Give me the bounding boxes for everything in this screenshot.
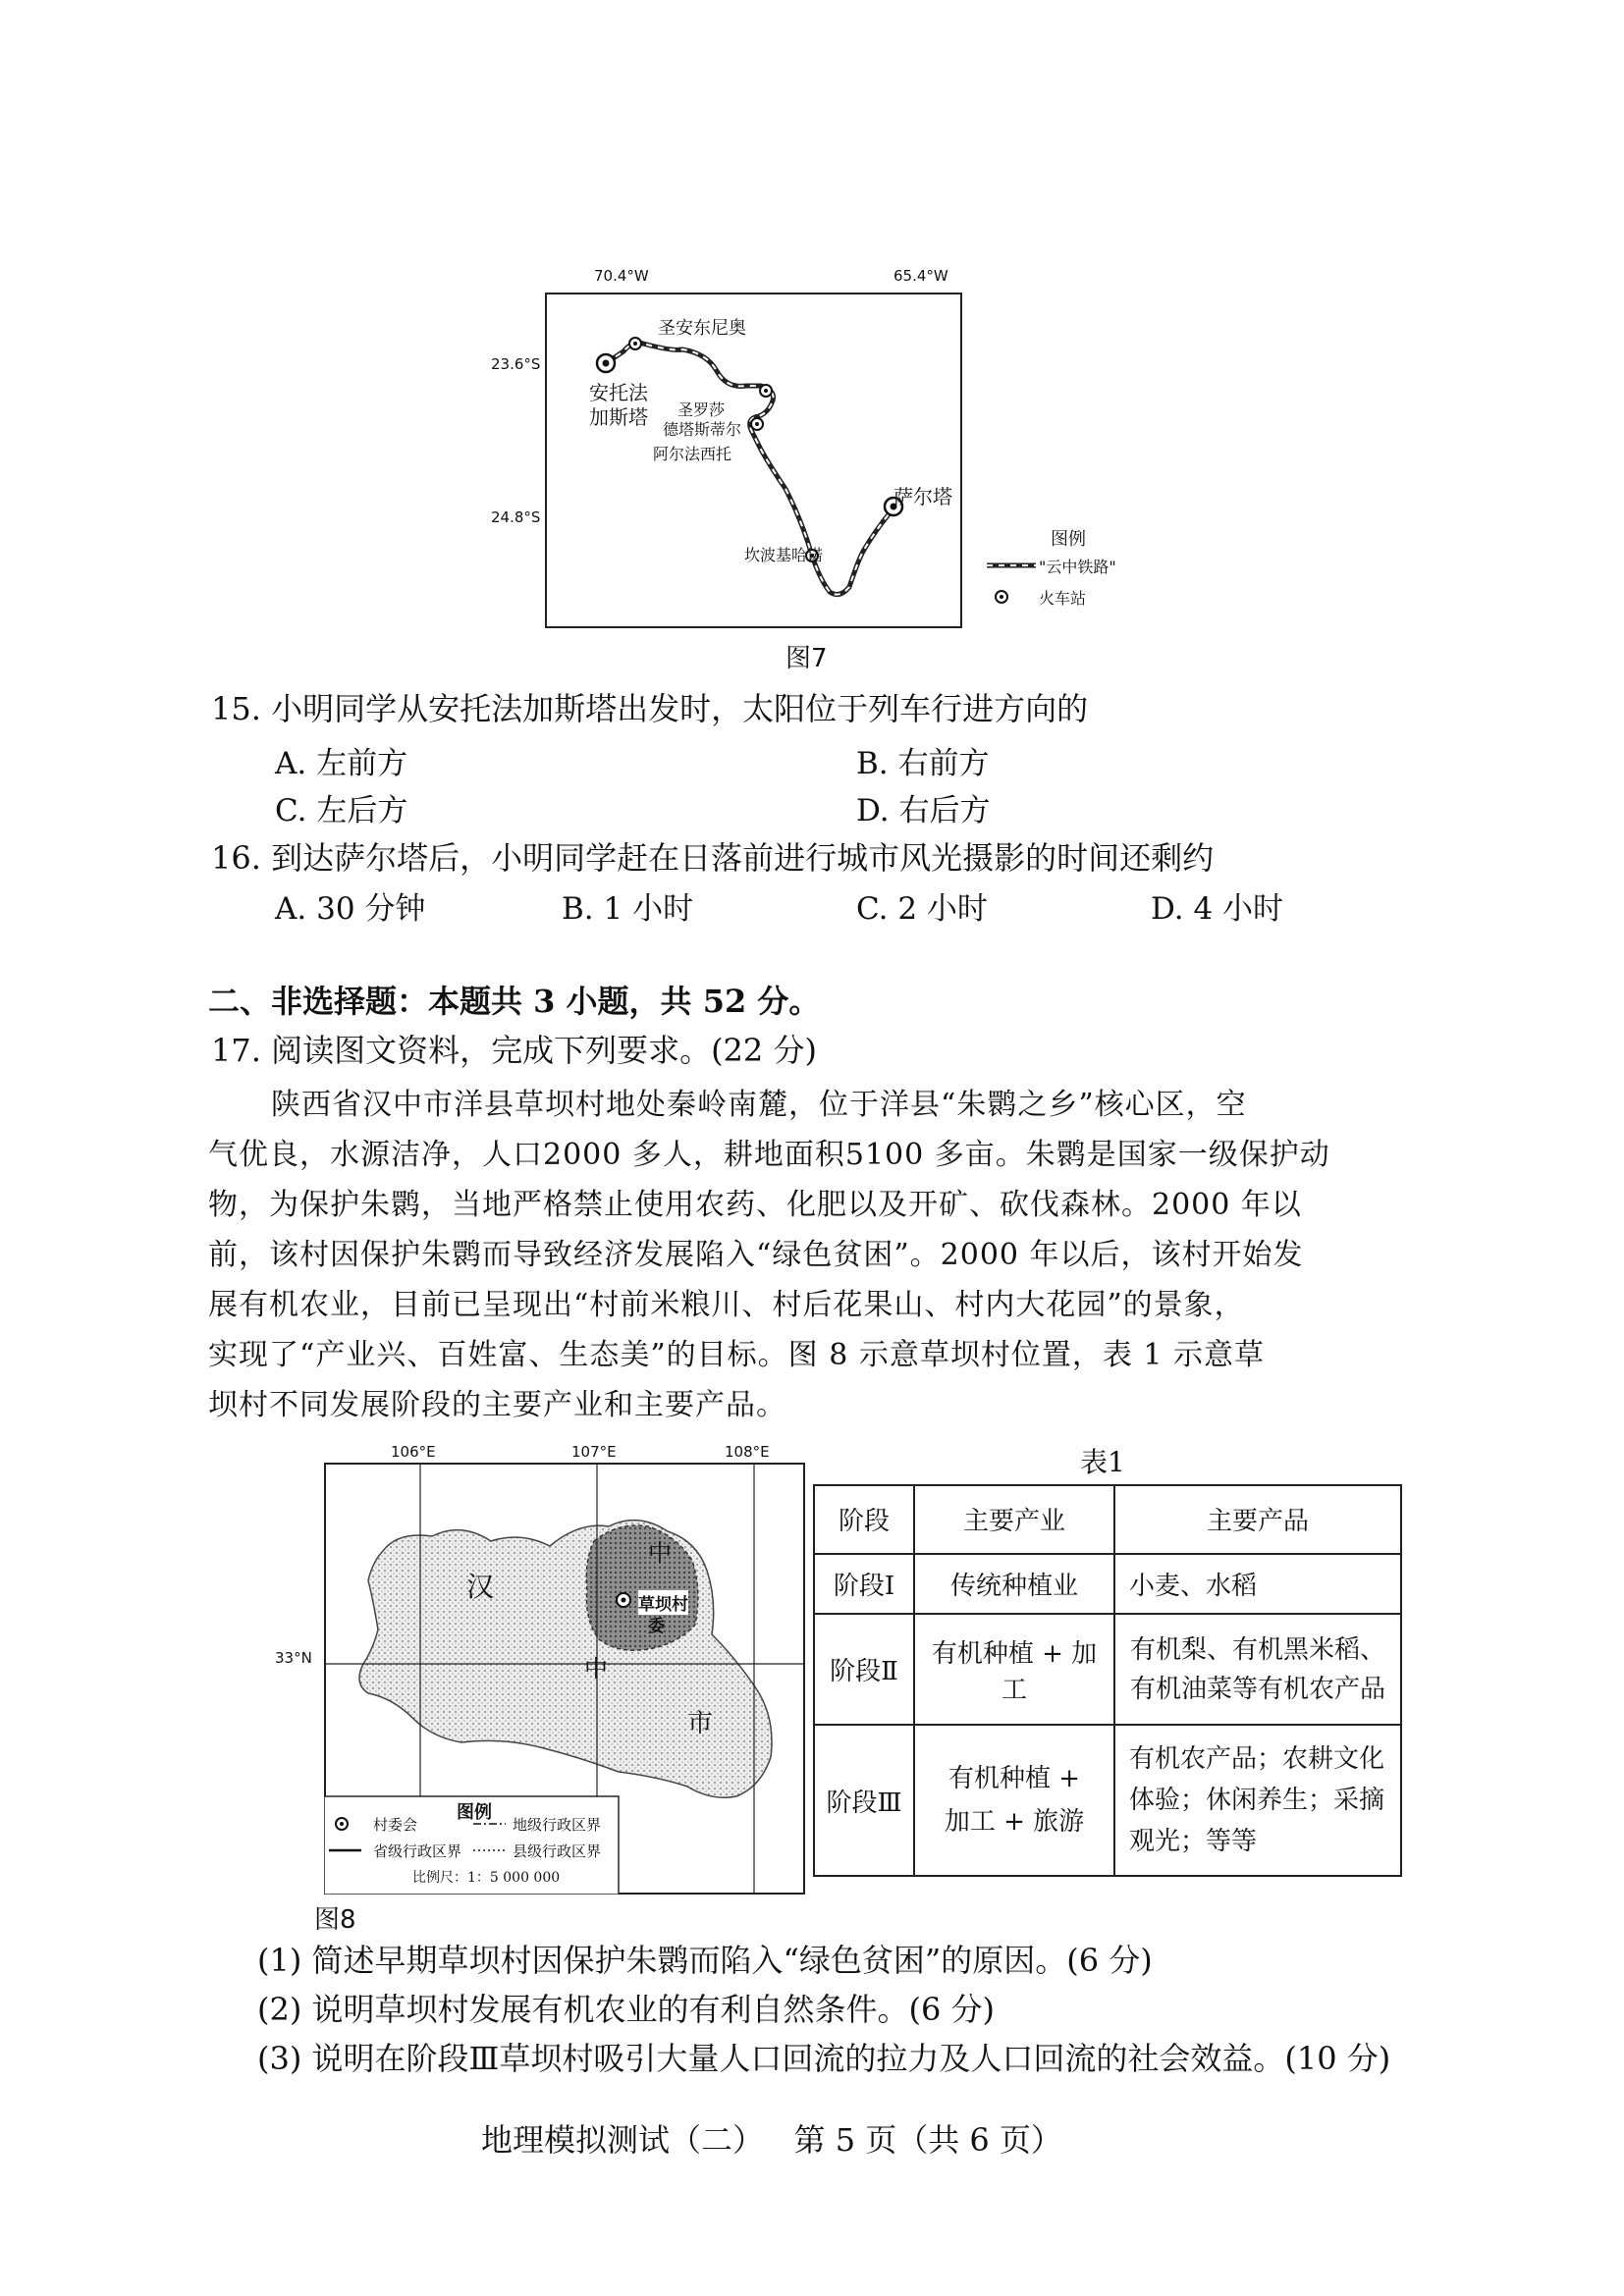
fig8-legend-city: 地级行政区界	[513, 1816, 602, 1834]
table-row	[814, 1554, 1401, 1615]
table-cell-industry: 传统种植业	[914, 1554, 1114, 1615]
table-cell-products	[1114, 1614, 1401, 1725]
table1-title: 表1	[1080, 1446, 1125, 1478]
fig7-caption: 图7	[785, 644, 828, 673]
fig8-legend-village: 村委会	[373, 1816, 418, 1834]
fig7-lon-left: 70.4°W	[594, 267, 649, 285]
fig7-lon-right: 65.4°W	[893, 267, 948, 285]
q15-stem: 15. 小明同学从安托法加斯塔出发时，太阳位于列车行进方向的	[211, 690, 1089, 727]
q16-option-d: D. 4 小时	[1151, 891, 1284, 927]
table-header-stage: 阶段	[814, 1485, 914, 1554]
table-header-products: 主要产品	[1114, 1485, 1401, 1554]
q17-sub-1: (1) 简述早期草坝村因保护朱鹮而陷入“绿色贫困”的原因。(6 分)	[257, 1942, 1153, 1979]
page-footer: 地理模拟测试（二） 第 5 页（共 6 页）	[481, 2121, 1062, 2159]
station-label-santa-rosa-2: 德塔斯蒂尔	[663, 420, 742, 439]
table-cell-industry-line: 有机种植 +	[947, 1764, 1081, 1794]
q16-option-b: B. 1 小时	[562, 891, 694, 927]
fig8-lon-107: 107°E	[571, 1443, 617, 1461]
q17-sub-3: (3) 说明在阶段Ⅲ草坝村吸引大量人口回流的拉力及人口回流的社会效益。(10 分)	[257, 2040, 1391, 2077]
map-label-village-2: 委	[648, 1617, 665, 1636]
q15-option-b: B. 右前方	[856, 746, 990, 781]
station-santa-rosa-icon	[760, 385, 772, 397]
station-label-santa-rosa-1: 圣罗莎	[677, 400, 726, 419]
figure-8	[275, 1443, 805, 1895]
station-label-san-antonio: 圣安东尼奥	[658, 318, 746, 339]
q15-option-a: A. 左前方	[275, 746, 408, 781]
fig8-lat-33: 33°N	[275, 1649, 312, 1667]
q17-stem: 17. 阅读图文资料，完成下列要求。(22 分)	[211, 1032, 817, 1069]
fig7-lat-top: 23.6°S	[491, 355, 541, 373]
q17-para-line-7: 坝村不同发展阶段的主要产业和主要产品。	[208, 1388, 786, 1422]
table-cell-products	[1114, 1554, 1401, 1615]
q16-stem: 16. 到达萨尔塔后，小明同学赶在日落前进行城市风光摄影的时间还剩约	[211, 839, 1215, 877]
fig8-caption: 图8	[314, 1905, 356, 1935]
station-label-salta: 萨尔塔	[893, 485, 952, 508]
station-label-campo-quijano: 坎波基哈诺	[744, 546, 824, 564]
map-label-han: 汉	[466, 1571, 495, 1603]
legend-station-icon	[994, 589, 1009, 605]
fig8-lon-106: 106°E	[391, 1443, 436, 1461]
q17-paragraph	[208, 1080, 1416, 1430]
table-cell-products-line: 有机农产品；农耕文化	[1129, 1744, 1385, 1775]
q15-option-c: C. 左后方	[275, 793, 408, 828]
q17-para-line-3: 物，为保护朱鹮，当地严格禁止使用农药、化肥以及开矿、砍伐森林。2000 年以	[208, 1188, 1302, 1222]
table-1	[813, 1484, 1402, 1877]
fig8-legend-prov: 省级行政区界	[373, 1842, 462, 1860]
fig7-legend	[982, 515, 1178, 614]
legend-rail-icon	[987, 559, 1036, 572]
caoba-village-icon	[617, 1593, 630, 1607]
section-2-heading: 二、非选择题：本题共 3 小题，共 52 分。	[208, 983, 821, 1020]
fig8-scale: 比例尺：1：5 000 000	[412, 1870, 561, 1886]
station-alfarcito-icon	[751, 418, 763, 430]
q17-para-line-1: 陕西省汉中市洋县草坝村地处秦岭南麓，位于洋县“朱鹮之乡”核心区，空	[271, 1088, 1247, 1122]
table-row	[814, 1614, 1401, 1725]
fig7-legend-rail: "云中铁路"	[1039, 558, 1116, 576]
figure-7	[491, 265, 962, 628]
fig7-legend-title: 图例	[1051, 529, 1086, 550]
q15-option-d: D. 右后方	[856, 793, 991, 828]
table-cell-stage: 阶段Ⅱ	[814, 1614, 914, 1725]
station-label-antofagasta-1: 安托法	[589, 381, 648, 404]
map-label-shi: 市	[687, 1709, 714, 1738]
table-cell-stage: 阶段Ⅰ	[814, 1554, 914, 1615]
fig7-map	[545, 293, 962, 628]
fig8-legend-county: 县级行政区界	[513, 1842, 602, 1860]
table-cell-products-line: 观光；等等	[1129, 1827, 1258, 1857]
table-cell-products-line: 有机油菜等有机农产品	[1129, 1674, 1385, 1704]
map-label-zhong-1: 中	[648, 1539, 672, 1567]
q16-option-a: A. 30 分钟	[275, 891, 426, 927]
q17-para-line-5: 展有机农业，目前已呈现出“村前米粮川、村后花果山、村内大花园”的景象，	[208, 1288, 1245, 1322]
table-header-row	[814, 1485, 1401, 1554]
table-row	[814, 1725, 1401, 1876]
table-cell-products-line: 有机梨、有机黑米稻、	[1129, 1634, 1385, 1665]
table-cell-industry-line: 加工 + 旅游	[944, 1807, 1085, 1838]
legend-village-icon	[336, 1818, 348, 1830]
table-cell-industry: 有机种植 + 加工	[914, 1614, 1114, 1725]
table-cell-products-line: 体验；休闲养生；采摘	[1129, 1786, 1385, 1816]
station-label-alfarcito: 阿尔法西托	[653, 445, 732, 463]
table-cell-stage: 阶段Ⅲ	[814, 1725, 914, 1876]
table-header-industry: 主要产业	[914, 1485, 1114, 1554]
table-cell-products	[1114, 1725, 1401, 1876]
station-label-antofagasta-2: 加斯塔	[589, 405, 648, 429]
q16-option-c: C. 2 小时	[856, 891, 988, 927]
station-antofagasta-icon	[597, 354, 615, 372]
fig7-legend-station: 火车站	[1039, 589, 1087, 608]
q17-para-line-6: 实现了“产业兴、百姓富、生态美”的目标。图 8 示意草坝村位置，表 1 示意草	[208, 1338, 1265, 1372]
map-label-zhong-2: 中	[584, 1655, 608, 1682]
station-san-antonio-icon	[629, 338, 641, 349]
q17-sub-2: (2) 说明草坝村发展有机农业的有利自然条件。(6 分)	[257, 1991, 996, 2028]
fig7-lat-bottom: 24.8°S	[491, 508, 541, 526]
table-cell-products-line: 小麦、水稻	[1129, 1572, 1258, 1602]
q17-para-line-4: 前，该村因保护朱鹮而导致经济发展陷入“绿色贫困”。2000 年以后，该村开始发	[208, 1238, 1304, 1272]
table-cell-industry	[914, 1725, 1114, 1876]
q17-para-line-2: 气优良，水源洁净，人口2000 多人，耕地面积5100 多亩。朱鹮是国家一级保护动	[208, 1138, 1330, 1172]
fig8-legend-title: 图例	[457, 1802, 492, 1823]
map-label-village-1: 草坝村	[638, 1590, 688, 1615]
fig8-lon-108: 108°E	[725, 1443, 770, 1461]
